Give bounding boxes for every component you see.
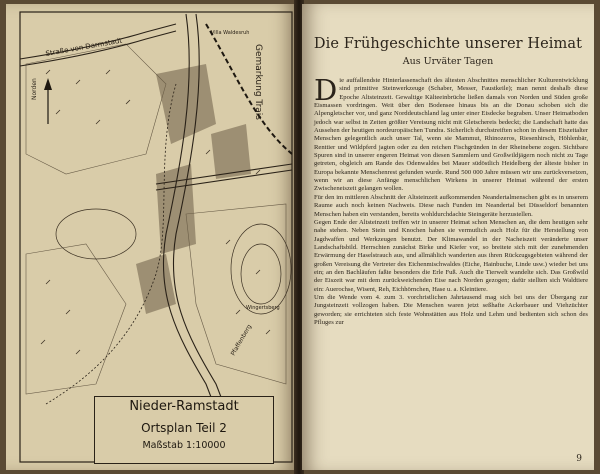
- map-title-box: [94, 396, 274, 464]
- label-villa: Villa Waldesruh: [211, 30, 250, 36]
- map-title: Nieder-Ramstadt: [129, 399, 239, 414]
- road-label-darmstadt: Straße von Darmstadt: [44, 36, 123, 58]
- paragraph: Gegen Ende der Altsteinzeit treffen wir in unserer Heimat schon Menschen an, die dem heutigen sehr nahe stehen. Neben Stein und Knochen haben sie vermutlich auch Holz für die Herstellung von Jagdwaffen und Werkzeugen benutzt. Der Klimawandel in der Nacheiszeit veränderte unser Landschaftsbild. Herrschten zunächst Birke und Kiefer vor, so breitete sich mit der zunehmenden Erwärmung der Haselstrauch aus, und allmählich wanderten aus ihren Rückzugsgebieten während der großen Vereisung die Vertreter des Eichenmischwaldes (Eiche, Hainbuche, Linde usw.) wieder bei uns ein; an den Bachläufen faßte besonders die Erle Fuß. Auch die Tierwelt wandelte sich. Das Großwild der Eiszeit war mit dem zurückweichenden Eise nach Norden gezogen; dafür stellten sich Waldtiere ein: Auerochse, Wisent, Reh, Eichhörnchen, Hase u. a. Kleintiere.: [314, 218, 588, 293]
- label-pfaffenberg: Pfaffenberg: [229, 323, 254, 357]
- paragraph: Die auffallendste Hinterlassenschaft des ältesten Abschnittes menschlicher Kulturentwicklung sind primitive Steinwerkzeuge (Schaber, Messer, Faustkeile); man nennt deshalb diese Epoche Altsteinzeit. Gewaltige Kälteeinbrüche ließen damals von Norden und Süden große Eismassen vordringen. Weit über den Bodensee hinaus bis an die Donau schoben sich die Alpengletscher vor, und ganz Norddeutschland lag unter einer Eisdecke begraben. Unser Heimatboden jedoch war selbst in Zeiten größter Vereisung nicht mit Gletschereis bedeckt; die Landschaft hatte das Aussehen der heutigen nordeuropäischen Tundra. Sicherlich durchstreiften schon in diesem Eiszeitalter Menschen gelegentlich auch unser Tal, wenn sie Mammut, Rhinozeros, Riesenhirsch, Höhlenbär, Renttier und Wildpferd jagten oder zu den reichen Fischgründen in der Rheinebene zogen. Sichtbare Spuren sind in unserer engeren Heimat von diesen Sammlern und Großwildjägern noch nicht zu Tage getreten, obgleich am Rande des Odenwaldes bei Mauer südöstlich Heidelberg der älteste bisher in Europa bekannte Menschenrest gefunden wurde. Rund 500 000 Jahre müssen wir uns zurückversetzen, wenn wir an diese Anfänge menschlichen Wirkens in unserer Heimat während der ersten Zwischeneiszeit gelangen wollen.: [314, 73, 588, 193]
- map-scale: Maßstab 1:10000: [142, 440, 226, 451]
- label-wingertsberg: Wingertsberg: [246, 305, 280, 311]
- map-page: [6, 4, 296, 470]
- paragraph: Für den im mittleren Abschnitt der Altsteinzeit aufkommenden Neandertalmenschen gibt es in unserem Raume auch noch keinen Nachweis. Diese nach Funden im Neandertal bei Düsseldorf benannten Menschen haben ein verstanden, bereits wohldurchdachte Steingeräte herzustellen.: [314, 193, 588, 218]
- paragraph: Um die Wende vom 4. zum 3. vorchristlichen Jahrtausend mag sich bei uns der Übergang zur Jungsteinzeit vollzogen haben. Die Menschen waren jetzt seßhafte Ackerbauer und Viehzüchter geworden; sie errichteten sich feste Wohnstätten aus Holz und Lehm und bedienten sich schon des Pfluges zur: [314, 293, 588, 326]
- article-title: Die Frühgeschichte unserer Heimat: [313, 36, 583, 52]
- label-gemarkung: Gemarkung Trais: [253, 44, 263, 120]
- north-label: Norden: [31, 78, 38, 100]
- dropcap: D: [314, 73, 338, 107]
- article-body: [314, 73, 588, 327]
- map-subtitle: Ortsplan Teil 2: [141, 421, 227, 435]
- text-page: [302, 4, 594, 470]
- article-subtitle: Aus Urväter Tagen: [402, 56, 494, 67]
- page-number: 9: [576, 454, 582, 464]
